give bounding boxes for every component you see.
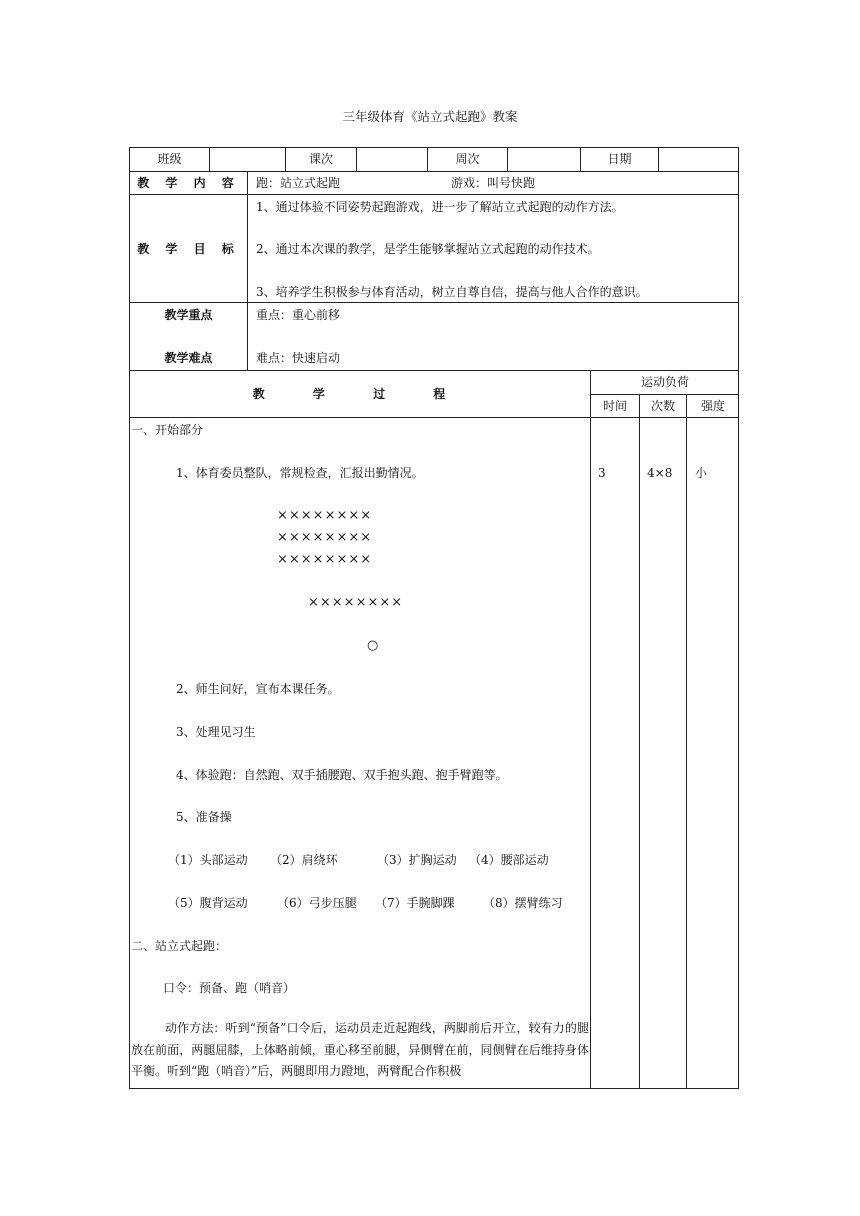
goal-item-2: 2、通过本次课的教学，是学生能够掌握站立式起跑的动作技术。 [256,242,600,256]
week-label: 周次 [455,152,480,166]
warmup-item: （3）扩胸运动 [377,853,457,867]
date-label: 日期 [607,152,632,166]
formation-leader-row: ×××××××× [308,595,404,610]
time-label: 时间 [602,399,627,413]
method-paragraph: 动作方法：听到“预备”口令后，运动员走近起跑线，两脚前后开立，较有力的腿放在前面，两腿屈膝，上体略前倾，重心移至前腿，异侧臂在前，同侧臂在后维持身体平衡。听到“跑（哨音）”后，两腿即用力蹬地，两臂配合作积极 [131,1021,589,1078]
teacher-mark: ○ [367,638,379,653]
count-label: 次数 [650,399,675,413]
warmup-item: （5）腹背运动 [168,896,248,910]
load-count: 4×8 [647,466,673,480]
step-1: 1、体育委员整队，常规检查，汇报出勤情况。 [176,466,424,480]
step-4: 4、体验跑：自然跑、双手插腰跑、双手抱头跑、抱手臂跑等。 [176,768,508,782]
formation-row: ×××××××× [277,552,373,567]
warmup-item: （8）摆臂练习 [483,896,563,910]
command-text: 口令：预备、跑（哨音） [163,981,296,995]
warmup-item: （2）肩绕环 [270,853,338,867]
warmup-item: （1）头部运动 [168,853,248,867]
warmup-item: （6）弓步压腿 [277,896,357,910]
key-label: 教学重点 [164,308,213,322]
part2-title: 二、站立式起跑： [131,939,228,953]
step-5: 5、准备操 [176,810,232,824]
step-3: 3、处理见习生 [176,725,256,739]
goals-label: 教 学 目 标 [137,242,240,256]
difficulty-text: 难点：快速启动 [256,351,341,365]
load-time: 3 [598,466,606,480]
class-label: 班级 [157,152,182,166]
page-title: 三年级体育《站立式起跑》教案 [342,109,518,124]
process-label: 教 学 过 程 [252,387,468,401]
formation-row: ×××××××× [277,530,373,545]
content-run: 跑：站立式起跑 [256,176,341,190]
goal-item-1: 1、通过体验不同姿势起跑游戏，进一步了解站立式起跑的动作方法。 [256,200,624,214]
part1-title: 一、开始部分 [131,423,204,437]
difficulty-label: 教学难点 [164,351,213,365]
content-label: 教 学 内 容 [137,176,240,190]
step-2: 2、师生问好，宣布本课任务。 [176,682,340,696]
warmup-item: （4）腰部运动 [469,853,549,867]
content-game: 游戏：叫号快跑 [451,176,536,190]
lesson-label: 课次 [308,152,333,166]
load-intensity: 小 [695,466,708,480]
load-label: 运动负荷 [640,375,689,389]
warmup-item: （7）手腕脚踝 [375,896,455,910]
intensity-label: 强度 [700,399,725,413]
goal-item-3: 3、培养学生积极参与体育活动，树立自尊自信，提高与他人合作的意识。 [256,285,648,299]
formation-row: ×××××××× [277,508,373,523]
key-text: 重点：重心前移 [256,308,341,322]
